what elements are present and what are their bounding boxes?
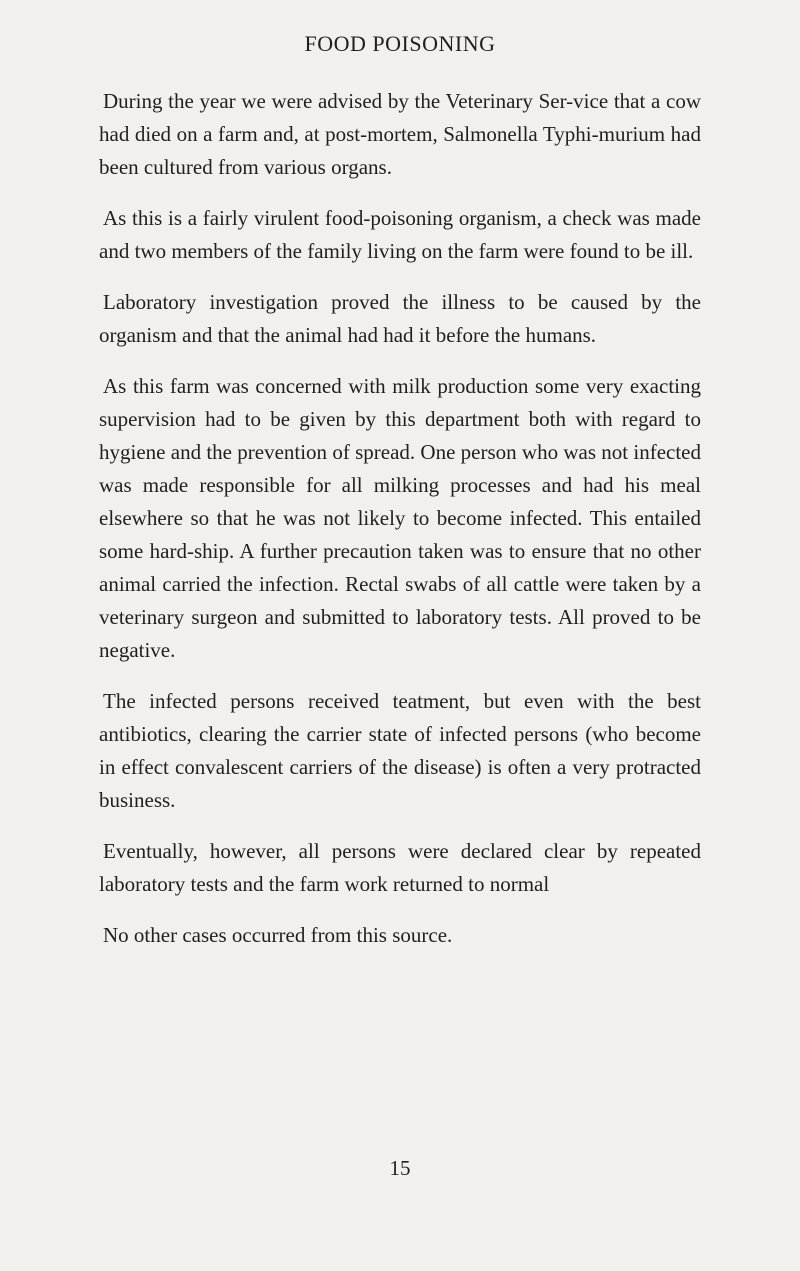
page-title: FOOD POISONING: [304, 31, 496, 56]
body-text: [99, 85, 701, 952]
paragraph-3: Laboratory investigation proved the illness to be caused by the organism and that the animal had had it before the humans.: [99, 290, 701, 347]
paragraph-6: Eventually, however, all persons were declared clear by repeated laboratory tests and the farm work returned to normal: [99, 839, 701, 896]
page-number: 15: [389, 1156, 411, 1180]
paragraph-5: The infected persons received teatment, but even with the best antibiotics, clearing the carrier state of infected persons (who become in effect convalescent carriers of the disease) is often a very protracted business.: [99, 689, 701, 812]
paragraph-7: No other cases occurred from this source.: [103, 923, 453, 947]
paragraph-1: During the year we were advised by the Veterinary Ser-vice that a cow had died on a farm and, at post-mortem, Salmonella Typhi-murium had been cultured from various organs.: [99, 89, 701, 179]
paragraph-2: As this is a fairly virulent food-poisoning organism, a check was made and two members of the family living on the farm were found to be ill.: [99, 206, 701, 263]
paragraph-4: As this farm was concerned with milk production some very exacting supervision had to be given by this department both with regard to hygiene and the prevention of spread. One person who was not infected was made responsible for all milking processes and had his meal elsewhere so that he was not likely to become infected. This entailed some hard-ship. A further precaution taken was to ensure that no other animal carried the infection. Rectal swabs of all cattle were taken by a veterinary surgeon and submitted to laboratory tests. All proved to be negative.: [99, 374, 701, 662]
